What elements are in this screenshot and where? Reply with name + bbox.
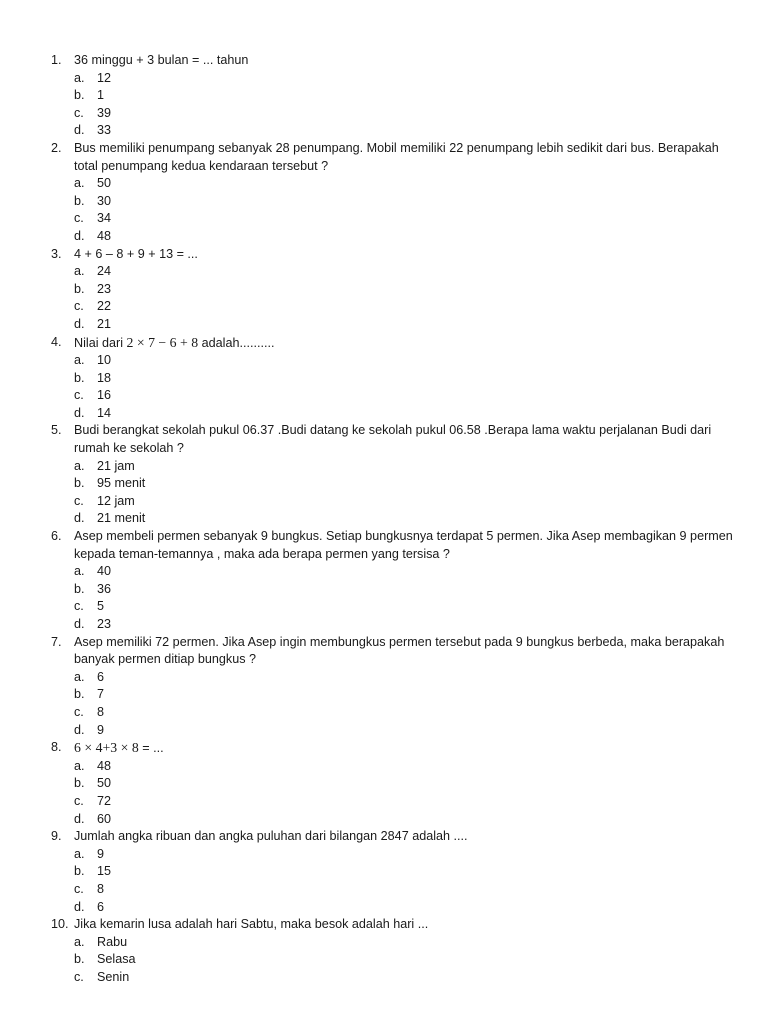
option-text: 21	[97, 316, 112, 331]
option-text: 9	[97, 722, 105, 737]
option-c	[0, 969, 744, 987]
option-a	[0, 263, 744, 281]
option-text: 22	[97, 299, 112, 314]
option-letter: b.	[74, 193, 85, 208]
option-letter: c.	[74, 388, 84, 403]
option-b	[0, 951, 744, 969]
option-c	[0, 493, 744, 511]
option-b	[0, 87, 744, 105]
question-text: Jika kemarin lusa adalah hari Sabtu, maka besok adalah hari ...	[74, 917, 429, 932]
option-a	[0, 846, 744, 864]
option-text: 1	[97, 88, 105, 103]
question-text: Budi berangkat sekolah pukul 06.37 .Budi datang ke sekolah pukul 06.58 .Berapa lama waktu perjalanan Budi dari rumah ke sekolah ?	[74, 423, 712, 456]
option-a	[0, 458, 744, 476]
option-letter: a.	[74, 353, 85, 368]
math-expression: 2 × 7 − 6 + 8	[126, 334, 199, 350]
option-b	[0, 370, 744, 388]
option-letter: c.	[74, 493, 84, 508]
option-letter: a.	[74, 669, 85, 684]
option-text: 21 jam	[97, 458, 135, 473]
question-10	[0, 916, 768, 986]
option-letter: a.	[74, 176, 85, 191]
option-text: 95 menit	[97, 476, 146, 491]
question-text-suffix: adalah..........	[198, 335, 275, 350]
option-letter: c.	[74, 793, 84, 808]
option-c	[0, 881, 744, 899]
option-letter: c.	[74, 105, 84, 120]
option-list	[74, 758, 744, 828]
option-letter: b.	[74, 864, 85, 879]
option-letter: d.	[74, 228, 85, 243]
option-letter: c.	[74, 704, 84, 719]
option-letter: c.	[74, 969, 84, 984]
question-text: Asep membeli permen sebanyak 9 bungkus. Setiap bungkusnya terdapat 5 permen. Jika Asep membagikan 9 permen kepada teman-temannya , maka ada berapa permen yang tersisa ?	[74, 529, 733, 561]
option-c	[0, 793, 744, 811]
option-a	[0, 563, 744, 581]
option-letter: c.	[74, 881, 84, 896]
option-text: Selasa	[97, 952, 136, 967]
option-letter: b.	[74, 370, 85, 385]
option-b	[0, 475, 744, 493]
question-number: 10.	[51, 917, 69, 932]
option-c	[0, 387, 744, 405]
option-c	[0, 704, 744, 722]
option-letter: d.	[74, 811, 85, 826]
option-b	[0, 775, 744, 793]
option-text: 50	[97, 776, 112, 791]
option-letter: d.	[74, 899, 85, 914]
option-letter: a.	[74, 846, 85, 861]
option-text: 6	[97, 669, 105, 684]
question-number: 8.	[51, 740, 62, 755]
option-letter: b.	[74, 776, 85, 791]
option-letter: a.	[74, 458, 85, 473]
option-letter: c.	[74, 599, 84, 614]
option-list	[74, 669, 744, 739]
option-list	[74, 458, 744, 528]
option-a	[0, 70, 744, 88]
question-4	[0, 334, 768, 423]
option-b	[0, 686, 744, 704]
option-letter: b.	[74, 581, 85, 596]
option-a	[0, 669, 744, 687]
option-letter: b.	[74, 476, 85, 491]
option-text: 48	[97, 758, 112, 773]
option-text: 21 menit	[97, 511, 146, 526]
option-d	[0, 722, 744, 740]
option-letter: d.	[74, 722, 85, 737]
option-letter: d.	[74, 617, 85, 631]
question-number: 2.	[51, 140, 62, 155]
question-text: Bus memiliki penumpang sebanyak 28 penumpang. Mobil memiliki 22 penumpang lebih sedikit dari bus. Berapakah total penumpang kedua kendaraan tersebut ?	[74, 140, 719, 173]
option-letter: b.	[74, 281, 85, 296]
option-b	[0, 281, 744, 299]
option-letter: a.	[74, 758, 85, 773]
question-number: 3.	[51, 246, 62, 261]
option-b	[0, 863, 744, 881]
question-9	[0, 828, 768, 916]
option-text: 40	[97, 564, 112, 579]
question-1	[0, 52, 768, 140]
option-d	[0, 228, 744, 246]
option-text: 12	[97, 70, 112, 85]
option-b	[0, 193, 744, 211]
option-c	[0, 105, 744, 123]
option-text: 14	[97, 405, 112, 420]
question-text-prefix: Nilai dari	[74, 335, 127, 350]
option-text: 9	[97, 846, 105, 861]
option-letter: a.	[74, 934, 85, 949]
option-letter: d.	[74, 511, 85, 526]
question-number: 9.	[51, 829, 62, 844]
option-d	[0, 510, 744, 528]
option-text: 30	[97, 193, 112, 208]
question-list	[0, 52, 768, 986]
option-letter: b.	[74, 687, 85, 702]
option-text: 15	[97, 864, 112, 879]
option-text: 33	[97, 123, 112, 138]
option-text: 39	[97, 105, 112, 120]
option-letter: d.	[74, 405, 85, 420]
option-b	[0, 581, 744, 599]
option-list	[74, 70, 744, 140]
option-text: 16	[97, 388, 112, 403]
option-letter: b.	[74, 88, 85, 103]
option-text: 12 jam	[97, 493, 135, 508]
option-text: 24	[97, 264, 112, 279]
option-text: 5	[97, 599, 105, 614]
option-d	[0, 405, 744, 423]
math-expression: 6 × 4+3 × 8	[74, 740, 139, 756]
option-a	[0, 352, 744, 370]
question-6	[0, 528, 768, 634]
option-letter: a.	[74, 70, 85, 85]
question-2	[0, 140, 768, 246]
option-text: 36	[97, 581, 112, 596]
question-number: 5.	[51, 423, 62, 438]
question-3	[0, 246, 768, 334]
option-text: 8	[97, 704, 105, 719]
option-text: 50	[97, 176, 112, 191]
question-text: 4 + 6 – 8 + 9 + 13 = ...	[74, 246, 198, 261]
option-d	[0, 899, 744, 917]
option-list	[74, 175, 744, 245]
option-text: 6	[97, 899, 105, 914]
option-letter: c.	[74, 211, 84, 226]
option-d	[0, 616, 744, 634]
option-text: Senin	[97, 969, 130, 984]
option-c	[0, 210, 744, 228]
option-text: 48	[97, 228, 112, 243]
option-letter: a.	[74, 264, 85, 279]
option-letter: b.	[74, 952, 85, 967]
option-c	[0, 298, 744, 316]
option-text: 60	[97, 811, 112, 826]
question-number: 6.	[51, 529, 62, 544]
option-letter: c.	[74, 299, 84, 314]
option-d	[0, 811, 744, 829]
option-letter: d.	[74, 316, 85, 331]
question-number: 4.	[51, 334, 62, 349]
option-list	[74, 846, 744, 916]
option-a	[0, 758, 744, 776]
option-text: 10	[97, 353, 112, 368]
option-c	[0, 598, 744, 616]
option-text: 23	[97, 281, 112, 296]
question-number: 1.	[51, 53, 62, 67]
option-text: 23	[97, 617, 112, 631]
question-text: 36 minggu + 3 bulan = ... tahun	[74, 53, 249, 67]
option-letter: a.	[74, 564, 85, 579]
question-text: Asep memiliki 72 permen. Jika Asep ingin membungkus permen tersebut pada 9 bungkus berbeda, maka berapakah banyak permen ditiap bungkus ?	[74, 634, 725, 667]
question-5	[0, 422, 768, 528]
option-text: 34	[97, 211, 112, 226]
option-list	[74, 563, 744, 633]
option-text: 7	[97, 687, 105, 702]
option-list	[74, 352, 744, 422]
option-a	[0, 934, 744, 952]
question-7	[0, 634, 768, 740]
option-d	[0, 122, 744, 140]
option-text: 8	[97, 881, 105, 896]
question-text-suffix: = ...	[138, 741, 164, 756]
question-text	[74, 739, 744, 758]
question-text: Jumlah angka ribuan dan angka puluhan dari bilangan 2847 adalah ....	[74, 829, 468, 844]
question-8	[0, 739, 768, 828]
option-d	[0, 316, 744, 334]
question-text	[74, 334, 744, 353]
option-a	[0, 175, 744, 193]
question-number: 7.	[51, 634, 62, 649]
option-text: 72	[97, 793, 112, 808]
option-letter: d.	[74, 123, 85, 138]
option-text: 18	[97, 370, 112, 385]
option-list	[74, 263, 744, 333]
option-list	[74, 934, 744, 987]
option-text: Rabu	[97, 934, 128, 949]
